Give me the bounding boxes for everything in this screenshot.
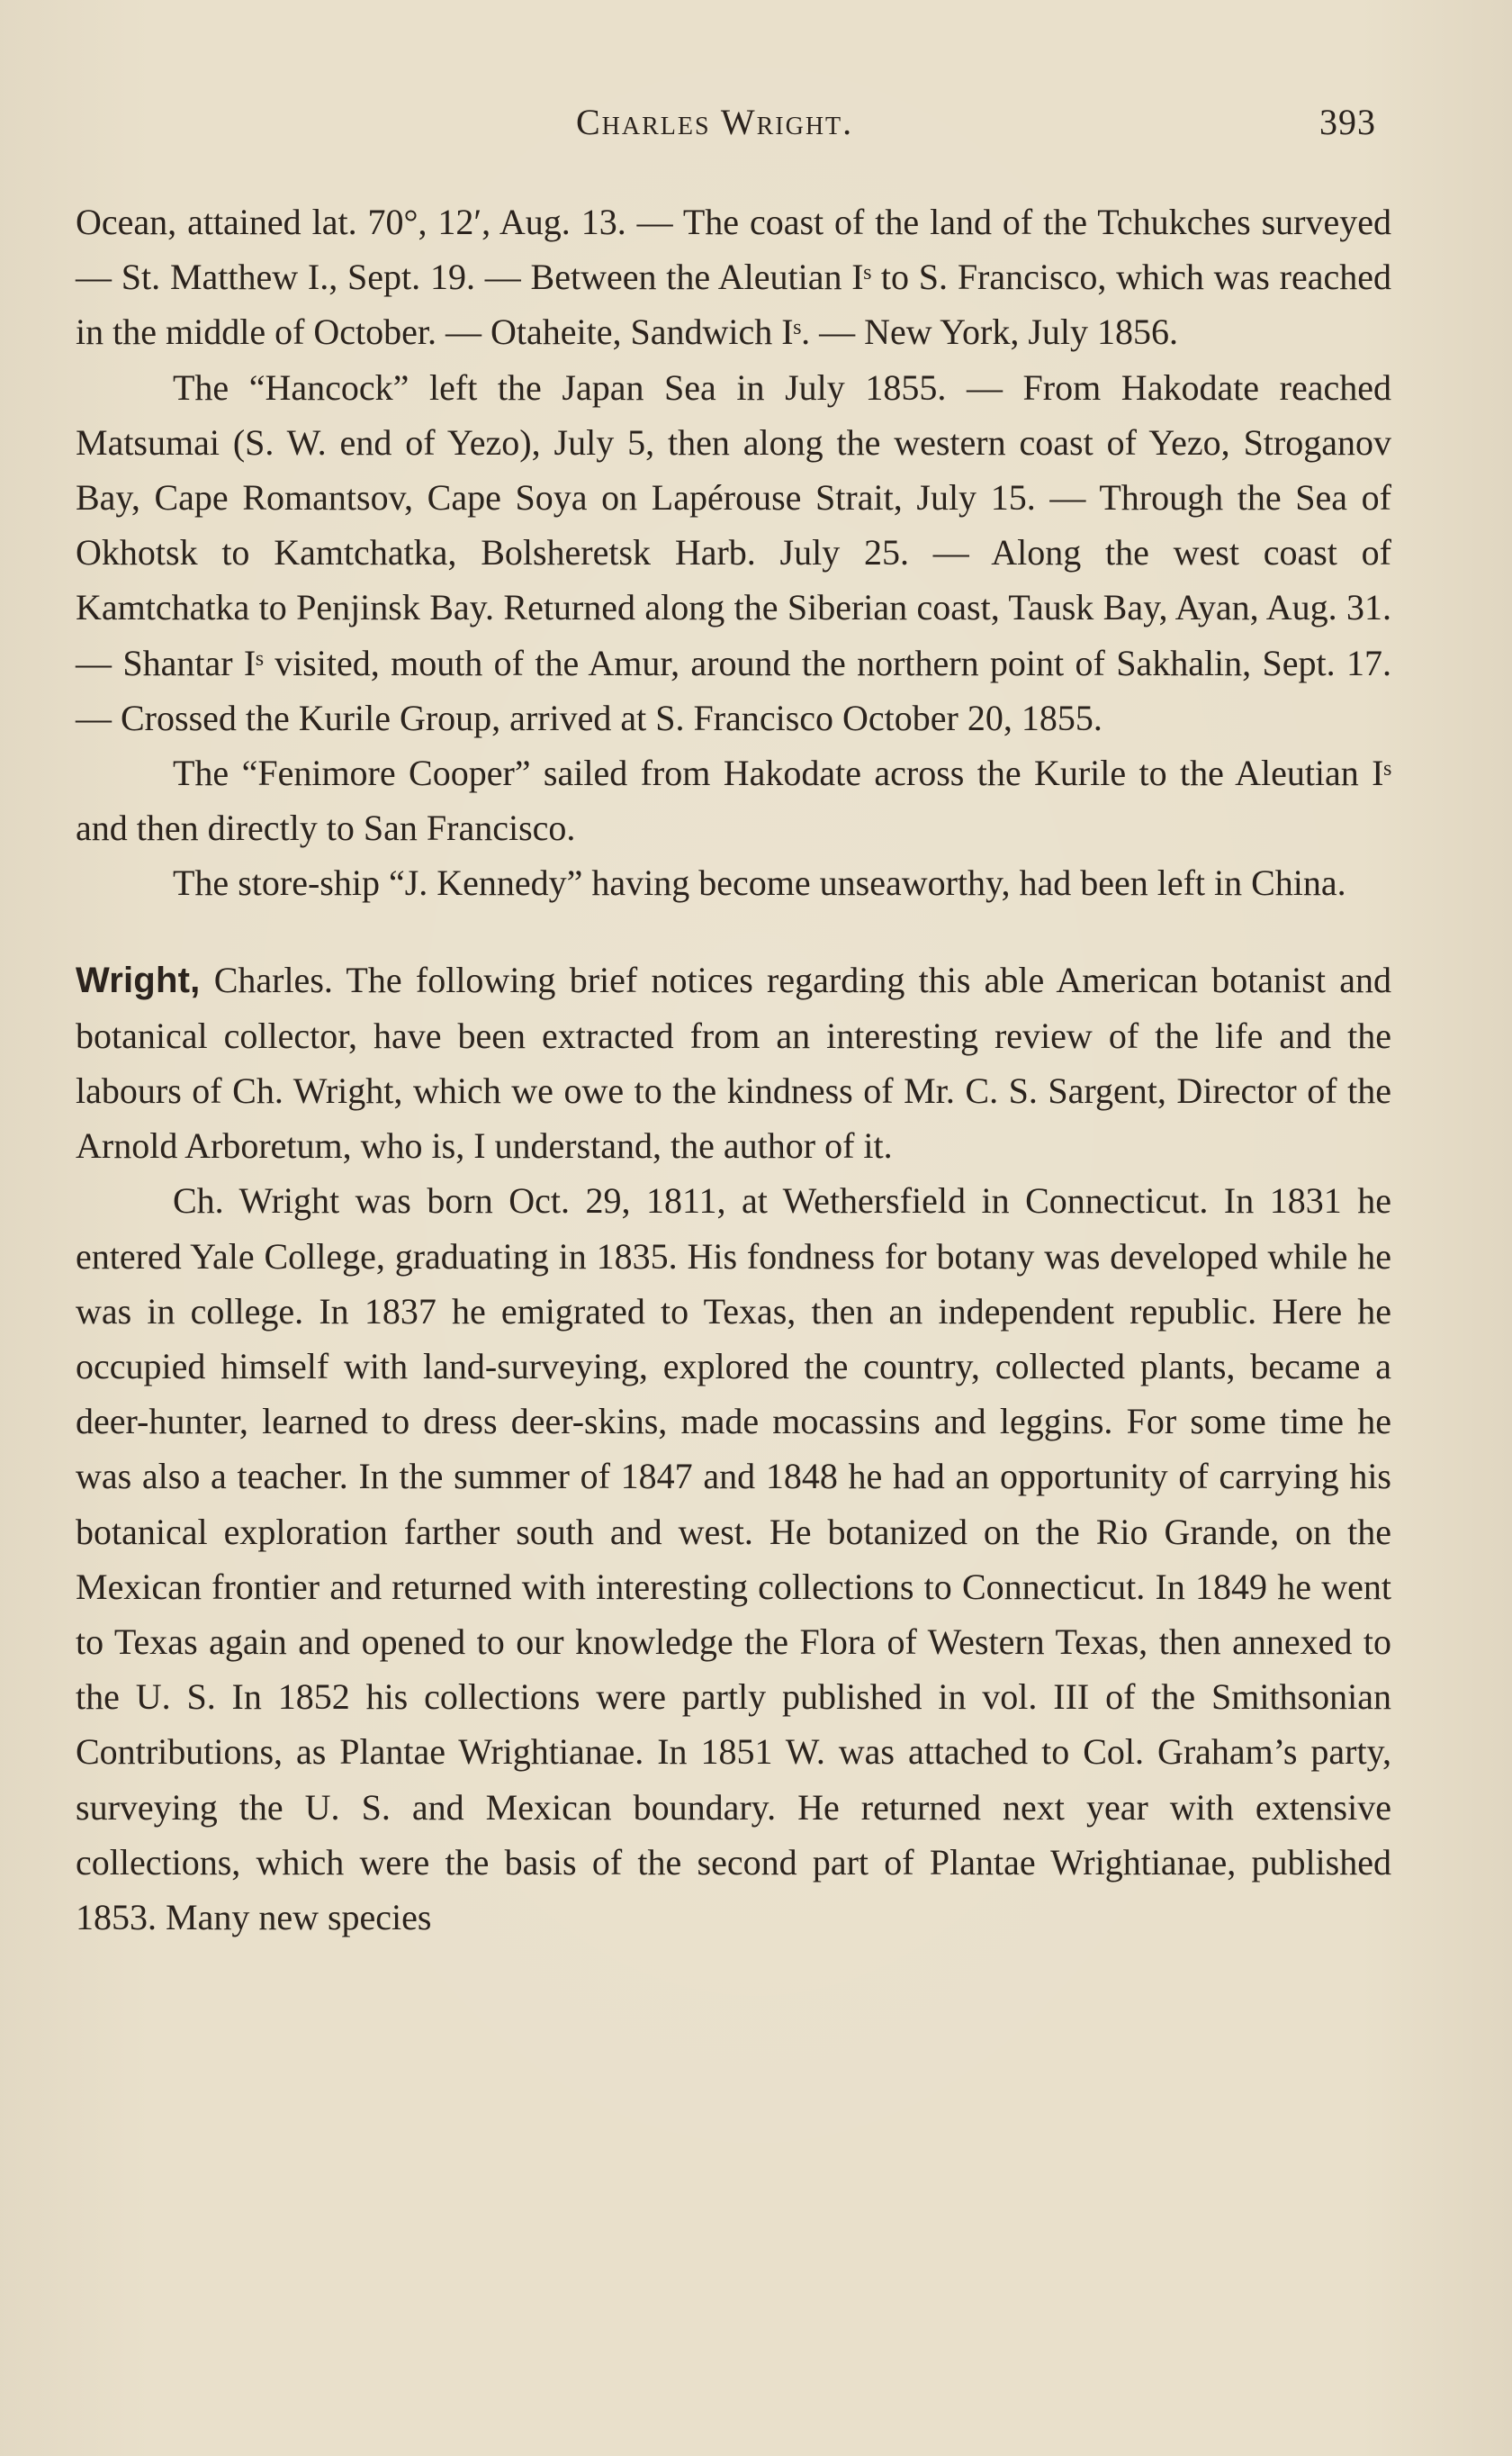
voyage-notes-section [76, 194, 1391, 911]
entry-first-paragraph-text: Charles. The following brief notices regarding this able American botanist and botanical collector, have been extracted from an interesting review of the life and the labours of Ch. Wright, which we owe to the kindness of Mr. C. S. Sargent, Director of the Arnold Arboretum, who is, I understand, the author of it. [76, 959, 1391, 1167]
fenimore-cooper-paragraph: The “Fenimore Cooper” sailed from Hakodate across the Kurile to the Aleutian Iˢ and then directly to San Francisco. [76, 753, 1391, 849]
main-text [76, 194, 1391, 1945]
entry-first-paragraph [76, 953, 1391, 1174]
wright-entry [76, 953, 1391, 1946]
continuation-paragraph: Ocean, attained lat. 70°, 12′, Aug. 13. — The coast of the land of the Tchukches surveyed — St. Matthew I., Sept. 19. — Between the Aleutian Iˢ to S. Francisco, which was reached in the middle of October. — Otaheite, Sandwich Iˢ. — New York, July 1856. [76, 202, 1391, 353]
page-number: 393 [1319, 102, 1376, 142]
hancock-paragraph: The “Hancock” left the Japan Sea in July 1855. — From Hakodate reached Matsumai (S. W. end of Yezo), July 5, then along the western coast of Yezo, Stroganov Bay, Cape Romantsov, Cape Soya on Lapérouse Strait, July 15. — Through the Sea of Okhotsk to Kamtchatka, Bolsheretsk Harb. July 25. — Along the west coast of Kamtchatka to Penjinsk Bay. Returned along the Siberian coast, Tausk Bay, Ayan, Aug. 31. — Shantar Iˢ visited, mouth of the Amur, around the northern point of Sakhalin, Sept. 17. — Crossed the Kurile Group, arrived at S. Francisco October 20, 1855. [76, 366, 1391, 738]
store-ship-paragraph: The store-ship “J. Kennedy” having become unseaworthy, had been left in China. [173, 862, 1346, 904]
running-head [0, 101, 1512, 164]
entry-headword: Wright, [76, 960, 201, 1000]
running-title: Charles Wright. [576, 102, 854, 142]
entry-second-paragraph: Ch. Wright was born Oct. 29, 1811, at Wethersfield in Connecticut. In 1831 he entered Yale College, graduating in 1835. His fondness for botany was developed while he was in college. In 1837 he emigrated to Texas, then an independent republic. Here he occupied himself with land-surveying, explored the country, collected plants, became a deer-hunter, learned to dress deer-skins, made mocassins and leggins. For some time he was also a teacher. In the summer of 1847 and 1848 he had an opportunity of carrying his botanical exploration farther south and west. He botanized on the Rio Grande, on the Mexican frontier and returned with interesting collections to Connecticut. In 1849 he went to Texas again and opened to our knowledge the Flora of Western Texas, then annexed to the U. S. In 1852 his collections were partly published in vol. III of the Smithsonian Contributions, as Plantae Wrightianae. In 1851 W. was attached to Col. Graham’s party, surveying the U. S. and Mexican boundary. He returned next year with extensive collections, which were the basis of the second part of Plantae Wrightianae, published 1853. Many new species [76, 1180, 1391, 1938]
